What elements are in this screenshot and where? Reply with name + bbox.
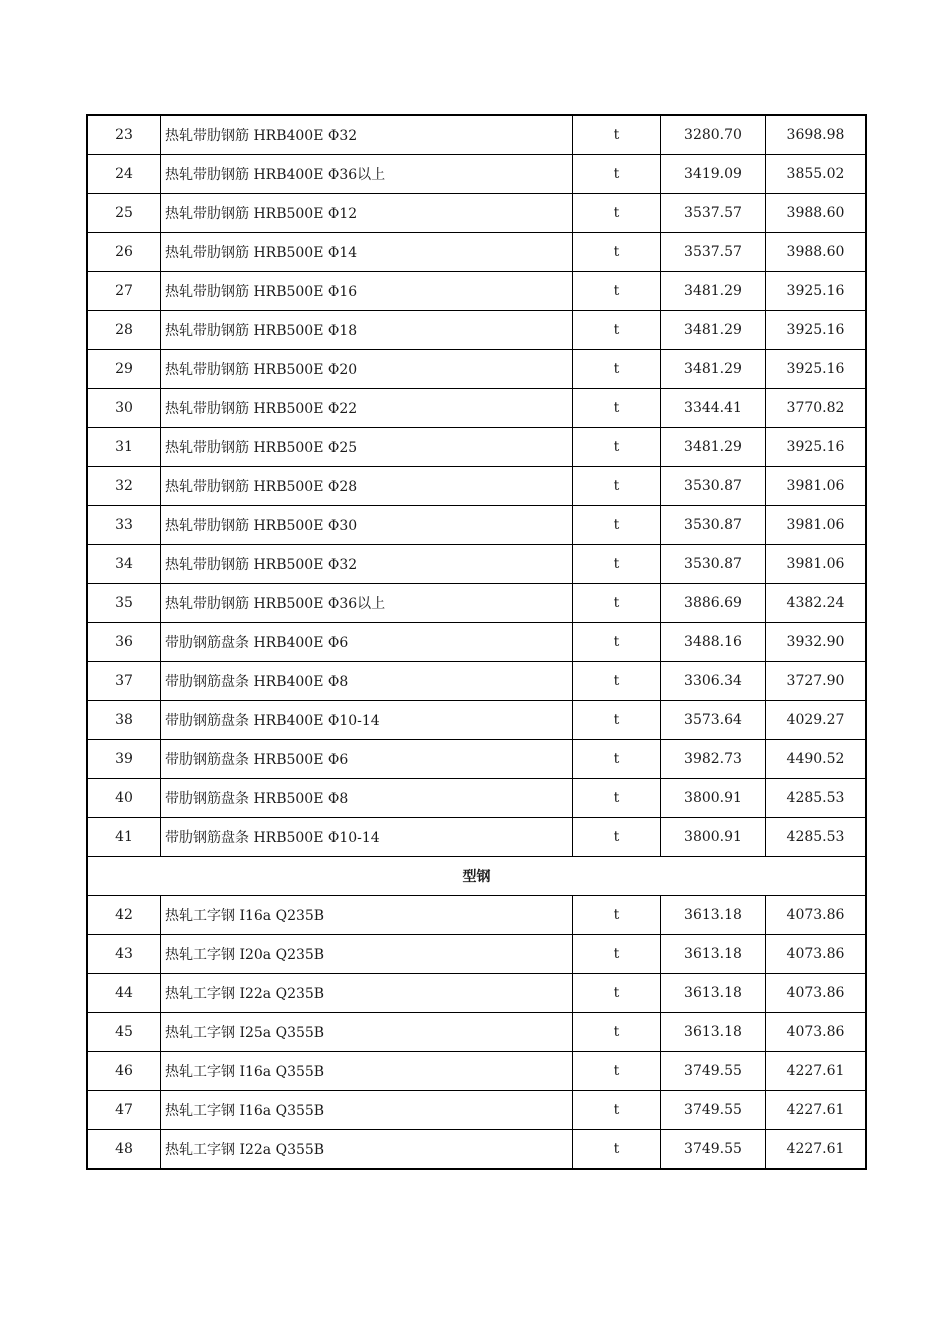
- table-row: [87, 1130, 866, 1170]
- price-excl-tax: 3613.18: [661, 896, 766, 935]
- material-name: 热轧带肋钢筋 HRB500E Φ25: [161, 428, 573, 467]
- table-row: [87, 740, 866, 779]
- table-row: [87, 428, 866, 467]
- price-excl-tax: 3530.87: [661, 467, 766, 506]
- row-number: 44: [87, 974, 161, 1013]
- material-name: 热轧工字钢 I16a Q355B: [161, 1091, 573, 1130]
- material-name: 热轧带肋钢筋 HRB500E Φ14: [161, 233, 573, 272]
- row-number: 34: [87, 545, 161, 584]
- material-name: 热轧带肋钢筋 HRB400E Φ32: [161, 115, 573, 155]
- price-incl-tax: 3855.02: [766, 155, 867, 194]
- unit: t: [573, 584, 661, 623]
- price-excl-tax: 3613.18: [661, 1013, 766, 1052]
- row-number: 33: [87, 506, 161, 545]
- row-number: 48: [87, 1130, 161, 1170]
- price-incl-tax: 4029.27: [766, 701, 867, 740]
- price-incl-tax: 4073.86: [766, 935, 867, 974]
- material-name: 热轧带肋钢筋 HRB500E Φ16: [161, 272, 573, 311]
- price-excl-tax: 3481.29: [661, 311, 766, 350]
- unit: t: [573, 701, 661, 740]
- price-incl-tax: 3981.06: [766, 467, 867, 506]
- unit: t: [573, 1091, 661, 1130]
- material-name: 热轧带肋钢筋 HRB500E Φ30: [161, 506, 573, 545]
- material-name: 热轧工字钢 I22a Q355B: [161, 1130, 573, 1170]
- price-excl-tax: 3344.41: [661, 389, 766, 428]
- unit: t: [573, 623, 661, 662]
- table-row: [87, 233, 866, 272]
- table-row: [87, 1091, 866, 1130]
- table-row: [87, 350, 866, 389]
- row-number: 42: [87, 896, 161, 935]
- material-name: 热轧带肋钢筋 HRB500E Φ12: [161, 194, 573, 233]
- material-name: 带肋钢筋盘条 HRB500E Φ10-14: [161, 818, 573, 857]
- material-name: 热轧工字钢 I20a Q235B: [161, 935, 573, 974]
- row-number: 29: [87, 350, 161, 389]
- table-row: [87, 662, 866, 701]
- price-incl-tax: 3925.16: [766, 311, 867, 350]
- table-row: [87, 701, 866, 740]
- price-excl-tax: 3481.29: [661, 428, 766, 467]
- price-excl-tax: 3573.64: [661, 701, 766, 740]
- price-excl-tax: 3613.18: [661, 974, 766, 1013]
- material-name: 热轧带肋钢筋 HRB500E Φ36以上: [161, 584, 573, 623]
- table-row: [87, 194, 866, 233]
- price-incl-tax: 3988.60: [766, 233, 867, 272]
- price-excl-tax: 3749.55: [661, 1130, 766, 1170]
- price-incl-tax: 4285.53: [766, 779, 867, 818]
- unit: t: [573, 1130, 661, 1170]
- unit: t: [573, 896, 661, 935]
- unit: t: [573, 350, 661, 389]
- price-excl-tax: 3749.55: [661, 1052, 766, 1091]
- unit: t: [573, 233, 661, 272]
- row-number: 41: [87, 818, 161, 857]
- material-name: 热轧工字钢 I22a Q235B: [161, 974, 573, 1013]
- material-name: 带肋钢筋盘条 HRB500E Φ6: [161, 740, 573, 779]
- material-name: 带肋钢筋盘条 HRB400E Φ6: [161, 623, 573, 662]
- unit: t: [573, 935, 661, 974]
- material-name: 热轧带肋钢筋 HRB500E Φ18: [161, 311, 573, 350]
- price-excl-tax: 3280.70: [661, 115, 766, 155]
- table-row: [87, 311, 866, 350]
- row-number: 45: [87, 1013, 161, 1052]
- price-excl-tax: 3419.09: [661, 155, 766, 194]
- material-name: 热轧带肋钢筋 HRB400E Φ36以上: [161, 155, 573, 194]
- price-incl-tax: 3988.60: [766, 194, 867, 233]
- price-table: [86, 114, 867, 1170]
- price-incl-tax: 3727.90: [766, 662, 867, 701]
- row-number: 28: [87, 311, 161, 350]
- row-number: 46: [87, 1052, 161, 1091]
- row-number: 40: [87, 779, 161, 818]
- table-row: [87, 779, 866, 818]
- row-number: 27: [87, 272, 161, 311]
- table-row: [87, 1052, 866, 1091]
- rebar-rows: [87, 115, 866, 857]
- row-number: 25: [87, 194, 161, 233]
- table-row: [87, 155, 866, 194]
- row-number: 43: [87, 935, 161, 974]
- unit: t: [573, 662, 661, 701]
- table-row: [87, 545, 866, 584]
- unit: t: [573, 974, 661, 1013]
- table-row: [87, 1013, 866, 1052]
- row-number: 37: [87, 662, 161, 701]
- unit: t: [573, 1052, 661, 1091]
- row-number: 32: [87, 467, 161, 506]
- price-excl-tax: 3613.18: [661, 935, 766, 974]
- price-incl-tax: 4073.86: [766, 1013, 867, 1052]
- unit: t: [573, 115, 661, 155]
- price-incl-tax: 4073.86: [766, 896, 867, 935]
- unit: t: [573, 740, 661, 779]
- unit: t: [573, 272, 661, 311]
- price-excl-tax: 3306.34: [661, 662, 766, 701]
- row-number: 26: [87, 233, 161, 272]
- price-incl-tax: 3698.98: [766, 115, 867, 155]
- price-incl-tax: 3770.82: [766, 389, 867, 428]
- table-row: [87, 974, 866, 1013]
- price-incl-tax: 4490.52: [766, 740, 867, 779]
- price-incl-tax: 4382.24: [766, 584, 867, 623]
- material-name: 热轧工字钢 I16a Q355B: [161, 1052, 573, 1091]
- price-incl-tax: 3925.16: [766, 272, 867, 311]
- row-number: 23: [87, 115, 161, 155]
- material-name: 带肋钢筋盘条 HRB400E Φ10-14: [161, 701, 573, 740]
- unit: t: [573, 194, 661, 233]
- unit: t: [573, 1013, 661, 1052]
- price-excl-tax: 3530.87: [661, 545, 766, 584]
- price-incl-tax: 4073.86: [766, 974, 867, 1013]
- row-number: 36: [87, 623, 161, 662]
- price-excl-tax: 3537.57: [661, 194, 766, 233]
- section-title: 型钢: [87, 857, 866, 896]
- material-name: 热轧带肋钢筋 HRB500E Φ22: [161, 389, 573, 428]
- material-name: 带肋钢筋盘条 HRB400E Φ8: [161, 662, 573, 701]
- row-number: 47: [87, 1091, 161, 1130]
- price-excl-tax: 3481.29: [661, 272, 766, 311]
- material-name: 热轧工字钢 I16a Q235B: [161, 896, 573, 935]
- price-excl-tax: 3481.29: [661, 350, 766, 389]
- row-number: 24: [87, 155, 161, 194]
- table-row: [87, 623, 866, 662]
- unit: t: [573, 545, 661, 584]
- section-header-group: [87, 857, 866, 896]
- steel-section-rows: [87, 896, 866, 1170]
- table-row: [87, 467, 866, 506]
- row-number: 35: [87, 584, 161, 623]
- unit: t: [573, 467, 661, 506]
- price-incl-tax: 3925.16: [766, 350, 867, 389]
- price-excl-tax: 3530.87: [661, 506, 766, 545]
- price-incl-tax: 3981.06: [766, 545, 867, 584]
- material-name: 热轧带肋钢筋 HRB500E Φ20: [161, 350, 573, 389]
- price-incl-tax: 4227.61: [766, 1091, 867, 1130]
- price-excl-tax: 3800.91: [661, 779, 766, 818]
- unit: t: [573, 155, 661, 194]
- row-number: 30: [87, 389, 161, 428]
- unit: t: [573, 428, 661, 467]
- table-row: [87, 818, 866, 857]
- price-incl-tax: 4285.53: [766, 818, 867, 857]
- price-incl-tax: 3932.90: [766, 623, 867, 662]
- table-row: [87, 935, 866, 974]
- material-name: 热轧带肋钢筋 HRB500E Φ28: [161, 467, 573, 506]
- table-row: [87, 272, 866, 311]
- table-row: [87, 115, 866, 155]
- price-excl-tax: 3488.16: [661, 623, 766, 662]
- price-excl-tax: 3749.55: [661, 1091, 766, 1130]
- section-row: [87, 857, 866, 896]
- unit: t: [573, 779, 661, 818]
- price-incl-tax: 3925.16: [766, 428, 867, 467]
- price-incl-tax: 3981.06: [766, 506, 867, 545]
- row-number: 39: [87, 740, 161, 779]
- unit: t: [573, 311, 661, 350]
- price-incl-tax: 4227.61: [766, 1052, 867, 1091]
- table-row: [87, 896, 866, 935]
- table-row: [87, 584, 866, 623]
- price-excl-tax: 3537.57: [661, 233, 766, 272]
- material-name: 热轧工字钢 I25a Q355B: [161, 1013, 573, 1052]
- table-row: [87, 506, 866, 545]
- unit: t: [573, 506, 661, 545]
- material-name: 热轧带肋钢筋 HRB500E Φ32: [161, 545, 573, 584]
- price-excl-tax: 3982.73: [661, 740, 766, 779]
- table-row: [87, 389, 866, 428]
- price-incl-tax: 4227.61: [766, 1130, 867, 1170]
- row-number: 31: [87, 428, 161, 467]
- unit: t: [573, 389, 661, 428]
- price-excl-tax: 3886.69: [661, 584, 766, 623]
- unit: t: [573, 818, 661, 857]
- row-number: 38: [87, 701, 161, 740]
- price-excl-tax: 3800.91: [661, 818, 766, 857]
- material-name: 带肋钢筋盘条 HRB500E Φ8: [161, 779, 573, 818]
